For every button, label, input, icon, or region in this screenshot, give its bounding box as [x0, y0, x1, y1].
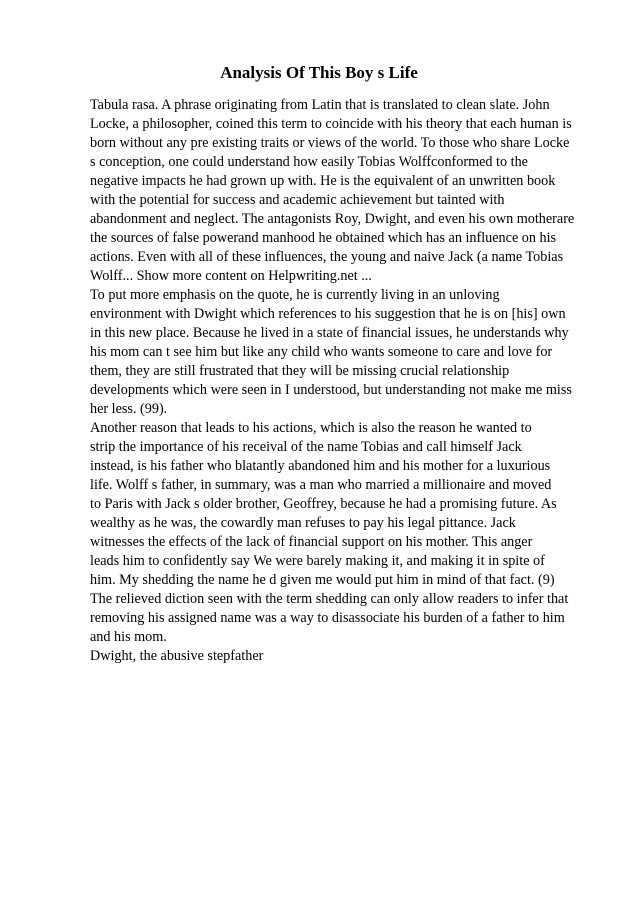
document-title: Analysis Of This Boy s Life [220, 63, 418, 82]
text-line: his mom can t see him but like any child who wants someone to care and love for [90, 344, 553, 360]
text-line: him. My shedding the name he d given me would put him in mind of that fact. (9) [90, 572, 555, 588]
text-line: strip the importance of his receival of the name Tobias and call himself Jack [90, 439, 522, 455]
text-line: her less. (99). [90, 401, 168, 417]
text-line: The relieved diction seen with the term shedding can only allow readers to infer that [90, 591, 569, 607]
text-line: life. Wolff s father, in summary, was a man who married a millionaire and moved [90, 477, 552, 493]
text-line: s conception, one could understand how easily Tobias Wolffconformed to the [90, 154, 528, 170]
document-body [90, 96, 590, 666]
text-line: born without any pre existing traits or views of the world. To those who share Locke [90, 135, 570, 151]
text-line: Another reason that leads to his actions, which is also the reason he wanted to [90, 420, 532, 436]
text-line: environment with Dwight which references to his suggestion that he is on [his] own [90, 306, 566, 322]
text-line: Tabula rasa. A phrase originating from Latin that is translated to clean slate. John [90, 97, 550, 113]
text-line: To put more emphasis on the quote, he is currently living in an unloving [90, 287, 500, 303]
text-line: Dwight, the abusive stepfather [90, 648, 264, 664]
text-line: to Paris with Jack s older brother, Geoffrey, because he had a promising future. As [90, 496, 557, 512]
text-line: developments which were seen in I understood, but understanding not make me miss [90, 382, 572, 398]
text-line: Locke, a philosopher, coined this term to coincide with his theory that each human is [90, 116, 572, 132]
text-line: removing his assigned name was a way to disassociate his burden of a father to him [90, 610, 565, 626]
text-line: in this new place. Because he lived in a state of financial issues, he understands why [90, 325, 569, 341]
text-line: leads him to confidently say We were barely making it, and making it in spite of [90, 553, 545, 569]
text-line: actions. Even with all of these influences, the young and naive Jack (a name Tobias [90, 249, 564, 265]
text-line: abandonment and neglect. The antagonists Roy, Dwight, and even his own motherare [90, 211, 575, 227]
text-line: and his mom. [90, 629, 167, 645]
text-line: Wolff... Show more content on Helpwriting.net ... [90, 268, 372, 284]
text-line: wealthy as he was, the cowardly man refuses to pay his legal pittance. Jack [90, 515, 516, 531]
text-line: the sources of false powerand manhood he obtained which has an influence on his [90, 230, 557, 246]
text-line: with the potential for success and academic achievement but tainted with [90, 192, 505, 208]
text-line: them, they are still frustrated that they will be missing crucial relationship [90, 363, 510, 379]
text-line: witnesses the effects of the lack of financial support on his mother. This anger [90, 534, 533, 550]
text-line: instead, is his father who blatantly abandoned him and his mother for a luxurious [90, 458, 551, 474]
text-line: negative impacts he had grown up with. He is the equivalent of an unwritten book [90, 173, 556, 189]
